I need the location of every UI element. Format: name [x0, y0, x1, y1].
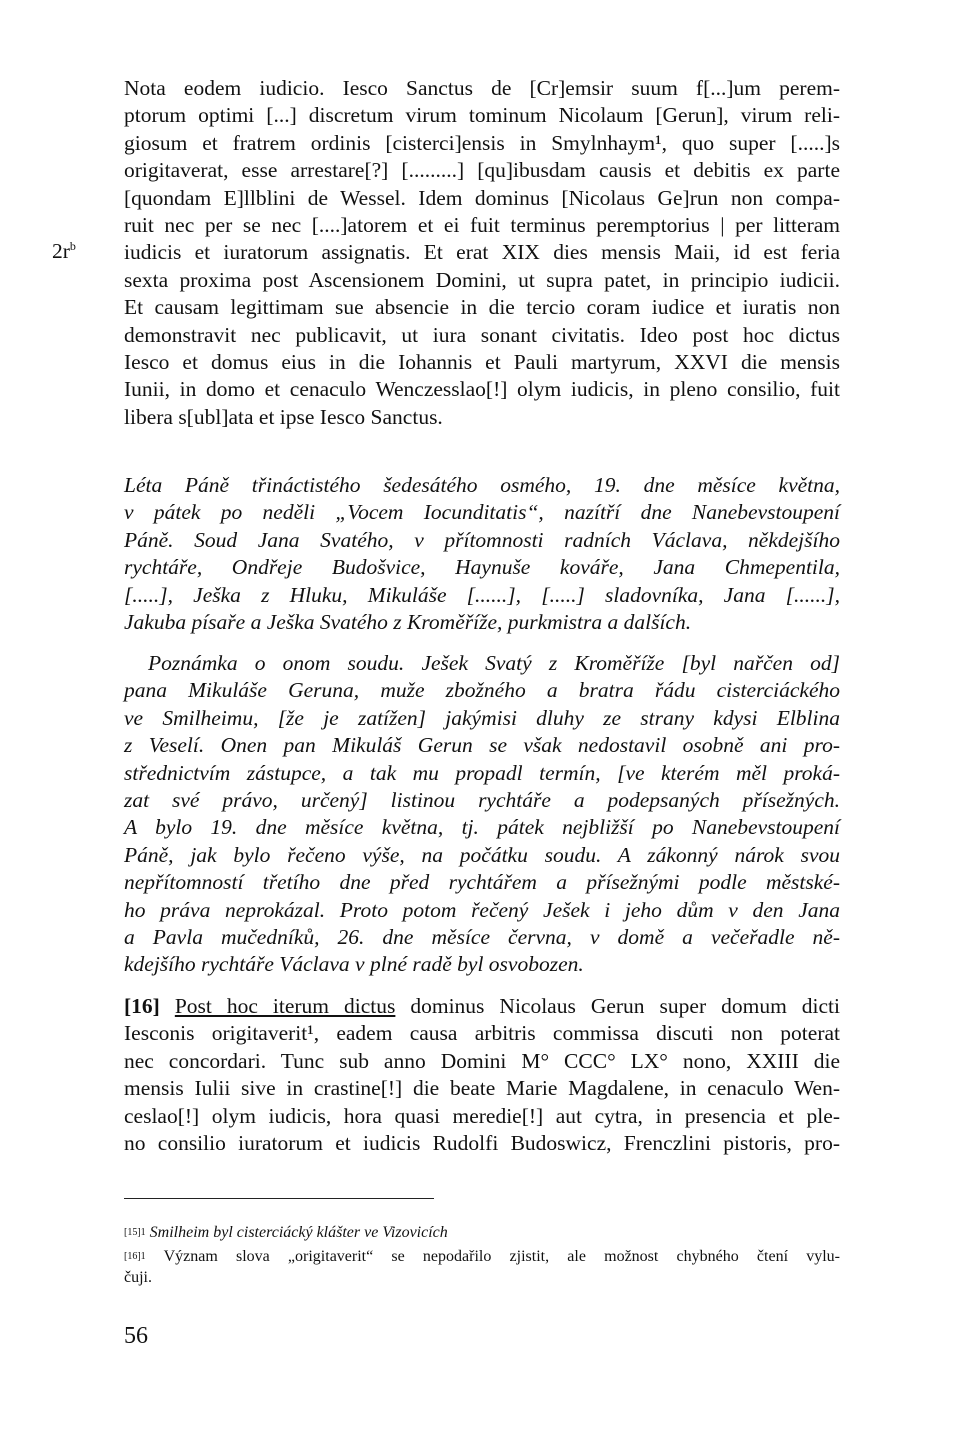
latin-line: sexta proxima post Ascensionem Domini, ut supra patet, in principio iudicii. — [124, 267, 840, 292]
czech-session-header — [124, 472, 840, 636]
czech-translation-line: pana Mikuláše Geruna, muže zbožného a bratra řádu cisterciáckého — [124, 678, 840, 703]
footnote-15 — [124, 1222, 840, 1243]
czech-translation-line: z Veselí. Onen pan Mikuláš Gerun se však nedostavil osobně ani pro- — [124, 733, 840, 758]
czech-translation-line: ve Smilheimu, [že je zatížen] jakýmisi dluhy ze strany kdysi Elblina — [124, 705, 840, 730]
entry-16-line: mensis Iulii sive in crastine[!] die beate Marie Magdalene, in cenaculo Wen- — [124, 1076, 840, 1101]
footnote-text: Význam slova „origitaverit“ se nepodařilo zjistit, ale možnost chybného čtení vylu- — [163, 1248, 840, 1265]
footnote-line: čuji. — [124, 1269, 152, 1286]
czech-translation-paragraph — [124, 650, 840, 979]
czech-header-line: rychtáře, Ondřeje Budošvice, Haynuše kováře, Jana Chmepentila, — [124, 555, 840, 580]
entry-16-paragraph — [124, 993, 840, 1157]
czech-translation-line: zat své právo, určený] listinou rychtáře a podepsaných přísežných. — [124, 788, 840, 813]
folio-label: 2r — [52, 239, 70, 263]
page-number: 56 — [124, 1323, 148, 1349]
czech-translation-line: Poznámka o onom soudu. Ješek Svatý z Kroměříže [byl nařčen od] — [148, 651, 840, 675]
entry-16-line: Iesconis origitaverit¹, eadem causa arbitris commissa discuti non poterat — [124, 1021, 840, 1046]
czech-header-line: [.....], Ješka z Hluku, Mikuláše [......], [.....] sladovníka, Jana [......], — [124, 582, 840, 607]
entry-16-line: nec concordari. Tunc sub anno Domini M° CCC° LX° nono, XXIII die — [124, 1048, 840, 1073]
latin-line: Et causam legittimam sue absencie in die tercio coram iudice et iuratis non — [124, 295, 840, 320]
folio-side: b — [69, 238, 76, 253]
latin-line: Nota eodem iudicio. Iesco Sanctus de [Cr]emsir suum f[...]um perem- — [124, 76, 840, 100]
entry-16-line: no consilio iuratorum et iudicis Rudolfi Budoswicz, Frenczlini pistoris, pro- — [124, 1131, 840, 1156]
czech-header-line: v pátek po neděli „Vocem Iocunditatis“, nazítří dne Nanebevstoupení — [124, 500, 840, 525]
footnote-text: Smilheim byl cisterciácký klášter ve Vizovicích — [149, 1224, 448, 1241]
underlined-phrase: Post hoc iterum dictus — [174, 994, 396, 1018]
czech-translation-line: a Pavla mučedníků, 26. dne měsíce června, v domě a večeřadle ně- — [124, 925, 840, 950]
footnote-mark: [15]1 — [124, 1227, 146, 1238]
latin-line: giosum et fratrem ordinis [cisterci]ensis in Smylnhaym¹, quo super [.....]s — [124, 130, 840, 155]
latin-line: [quondam E]llblini de Wessel. Idem dominus [Nicolaus Ge]run non compa- — [124, 185, 840, 210]
czech-translation-line: střednictvím zástupce, a tak mu propadl termín, [ve kterém měl proká- — [124, 760, 840, 785]
czech-header-line: Jakuba písaře a Ješka Svatého z Kroměříže, purkmistra a dalších. — [124, 610, 692, 635]
czech-translation-line: A bylo 19. dne měsíce května, tj. pátek nejbližší po Nanebevstoupení — [124, 815, 840, 840]
footnote-mark: [16]1 — [124, 1251, 146, 1262]
footnote-line — [124, 1246, 840, 1267]
footnote-16 — [124, 1246, 840, 1288]
entry-16-first-line — [124, 993, 840, 1020]
latin-line: iudicis et iuratorum assignatis. Et erat XIX dies mensis Maii, id est feria — [124, 240, 840, 265]
latin-line: ptorum optimi [...] discretum virum tominum Nicolaum [Gerun], virum reli- — [124, 103, 840, 128]
latin-line: origitaverat, esse arrestare[?] [.........] [qu]ibusdam causis et debitis ex parte — [124, 158, 840, 183]
latin-line: ruit nec per se nec [....]atorem et ei fuit terminus peremptorius | per litteram — [124, 213, 840, 238]
latin-line: Iesco et domus eius in die Iohannis et Pauli martyrum, XXVI die mensis — [124, 350, 840, 375]
footnote-separator — [124, 1198, 434, 1199]
entry-number: [16] — [124, 994, 160, 1018]
folio-margin-note — [52, 239, 76, 264]
czech-header-line: Léta Páně třináctistého šedesátého osmého, 19. dne měsíce května, — [124, 473, 840, 497]
entry-16-first-line-rest: dominus Nicolaus Gerun super domum dicti — [395, 994, 841, 1018]
czech-header-line: Páně. Soud Jana Svatého, v přítomnosti radních Václava, někdejšího — [124, 527, 840, 552]
latin-line: Iunii, in domo et cenaculo Wenczesslao[!] olym iudicis, in pleno consilio, fuit — [124, 377, 840, 402]
czech-translation-line: nepřítomností třetího dne před rychtářem a přísežnými podle městské- — [124, 870, 840, 895]
latin-entry-paragraph — [124, 75, 840, 431]
latin-line: libera s[ubl]ata et ipse Iesco Sanctus. — [124, 404, 443, 429]
czech-translation-line: ho práva neprokázal. Proto potom řečený Ješek i jeho dům v den Jana — [124, 897, 840, 922]
czech-translation-line: kdejšího rychtáře Václava v plné radě byl osvobozen. — [124, 952, 584, 977]
latin-line: demonstravit nec publicavit, ut iura sonant civitatis. Ideo post hoc dictus — [124, 322, 840, 347]
czech-translation-line: Páně, jak bylo řečeno výše, na počátku soudu. A zákonný nárok svou — [124, 842, 840, 867]
entry-16-line: ceslao[!] olym iudicis, hora quasi meredie[!] aut cytra, in presencia et ple- — [124, 1103, 840, 1128]
